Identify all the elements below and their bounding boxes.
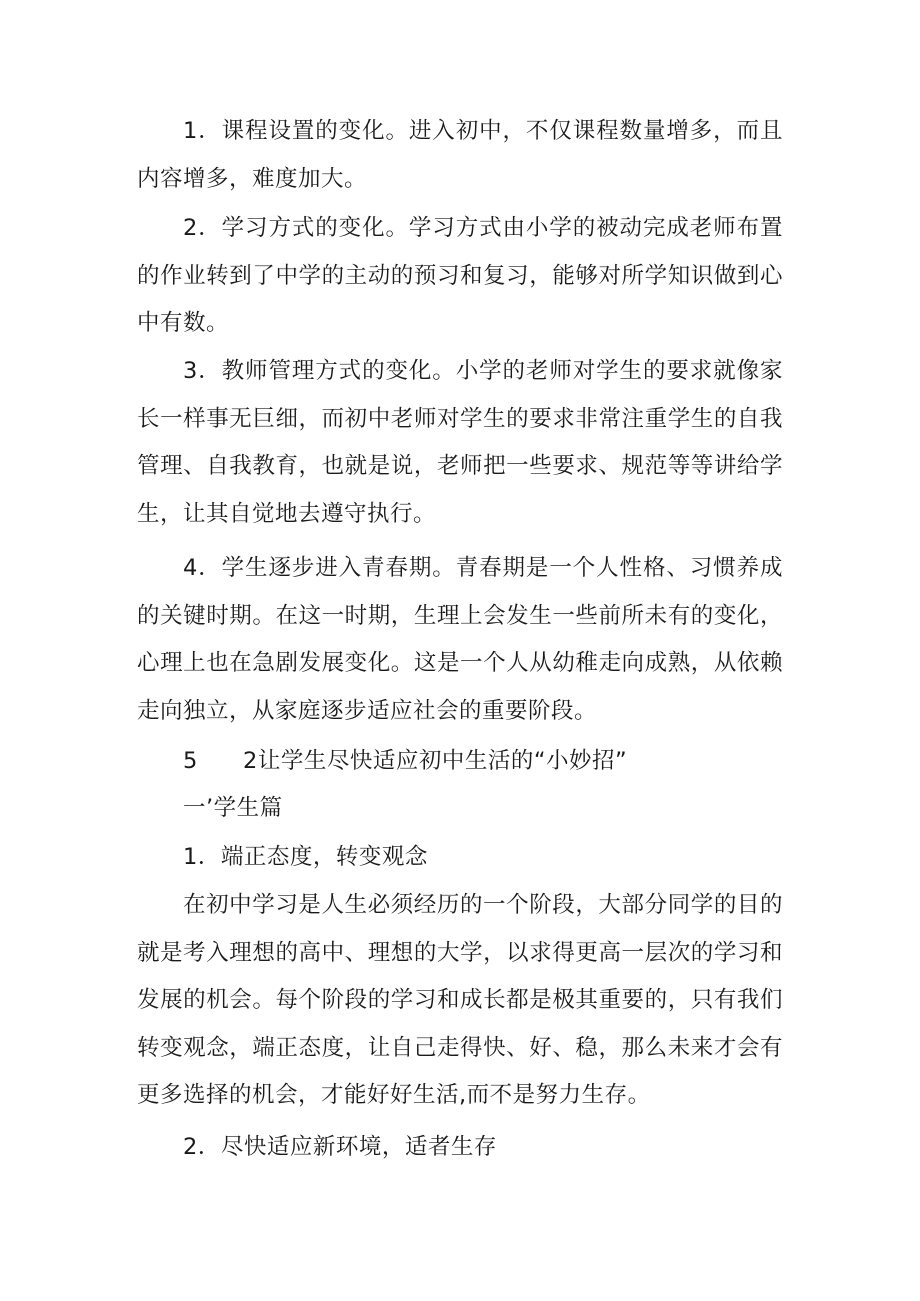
paragraph-attitude-body: 在初中学习是人生必须经历的一个阶段，大部分同学的目的就是考入理想的高中、理想的大学，以求得更高一层次的学习和发展的机会。每个阶段的学习和成长都是极其重要的，只有我们转变观念，端正态度，让自己走得快、好、稳，那么未来才会有更多选择的机会，才能好好生活,而不是努力生存。 <box>137 892 783 1108</box>
paragraph-learning-method: 2．学习方式的变化。学习方式由小学的被动完成老师布置的作业转到了中学的主动的预习和复习，能够对所学知识做到心中有数。 <box>137 215 783 336</box>
item-attitude: 1．端正态度，转变观念 <box>183 844 428 870</box>
section-number: 5 <box>183 748 198 774</box>
paragraph-adolescence: 4．学生逐步进入青春期。青春期是一个人性格、习惯养成的关键时期。在这一时期，生理上会发生一些前所未有的变化，心理上也在急剧发展变化。这是一个人从幼稚走向成熟，从依赖走向独立，从家庭逐步适应社会的重要阶段。 <box>137 555 783 724</box>
section-heading <box>183 738 627 786</box>
section-title: 2让学生尽快适应初中生活的“小妙招” <box>243 748 628 774</box>
item-new-environment: 2．尽快适应新环境，适者生存 <box>183 1134 497 1160</box>
subheading-students: 一’学生篇 <box>183 795 283 821</box>
paragraph-teacher-management: 3．教师管理方式的变化。小学的老师对学生的要求就像家长一样事无巨细，而初中老师对学生的要求非常注重学生的自我管理、自我教育，也就是说，老师把一些要求、规范等等讲给学生，让其自觉地去遵守执行。 <box>137 358 783 527</box>
paragraph-course-changes: 1．课程设置的变化。进入初中，不仅课程数量增多，而且内容增多，难度加大。 <box>137 118 783 192</box>
